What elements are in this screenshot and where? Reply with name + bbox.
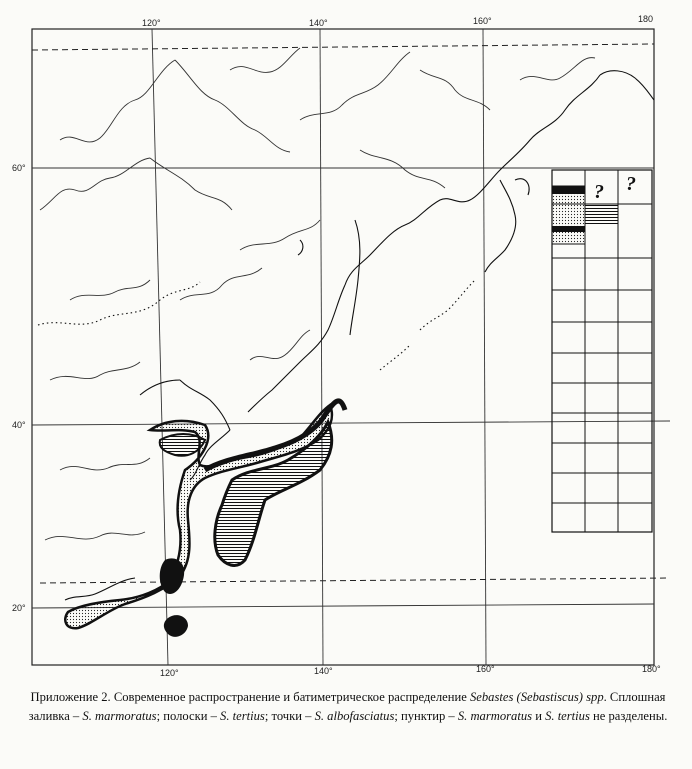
caption-species-2: S. tertius [220, 709, 265, 723]
figure-caption [18, 688, 678, 726]
distribution-range [65, 401, 345, 637]
lon-tick-top-140: 140° [309, 18, 328, 28]
caption-after-5: не разделены. [589, 709, 668, 723]
caption-prefix: Приложение 2. Современное распространение и батиметрическое распределение [30, 690, 470, 704]
lon-tick-top-120: 120° [142, 18, 161, 28]
lat-tick-20: 20° [12, 603, 26, 613]
caption-after-2: ; точки – [264, 709, 315, 723]
lon-tick-bottom-120: 120° [160, 668, 179, 678]
coastline [65, 71, 654, 600]
caption-after-4: и [532, 709, 546, 723]
lon-tick-top-180: 180 [638, 14, 654, 24]
caption-after-1: ; полоски – [156, 709, 221, 723]
lon-tick-top-160: 160° [473, 16, 492, 26]
caption-species-1: S. marmoratus [82, 709, 157, 723]
lat-tick-60: 60° [12, 163, 26, 173]
question-mark-2: ? [626, 173, 636, 195]
caption-species-4: S. marmoratus [457, 709, 533, 723]
lon-tick-bottom-180: 180° [642, 664, 661, 674]
map-frame [32, 29, 654, 665]
caption-after-genus: . Сплошная заливка – [28, 690, 666, 723]
bathymetric-grid [552, 170, 652, 532]
graticule [32, 29, 670, 665]
caption-after-3: ; пунктир – [394, 709, 458, 723]
caption-species-5: S. tertius [545, 709, 590, 723]
lon-tick-bottom-140: 140° [314, 666, 333, 676]
question-mark-1: ? [594, 181, 604, 203]
caption-genus: Sebastes (Sebastiscus) spp [470, 690, 604, 704]
caption-species-3: S. albofasciatus [314, 709, 395, 723]
lon-tick-bottom-160: 160° [476, 664, 495, 674]
lat-tick-40: 40° [12, 420, 26, 430]
